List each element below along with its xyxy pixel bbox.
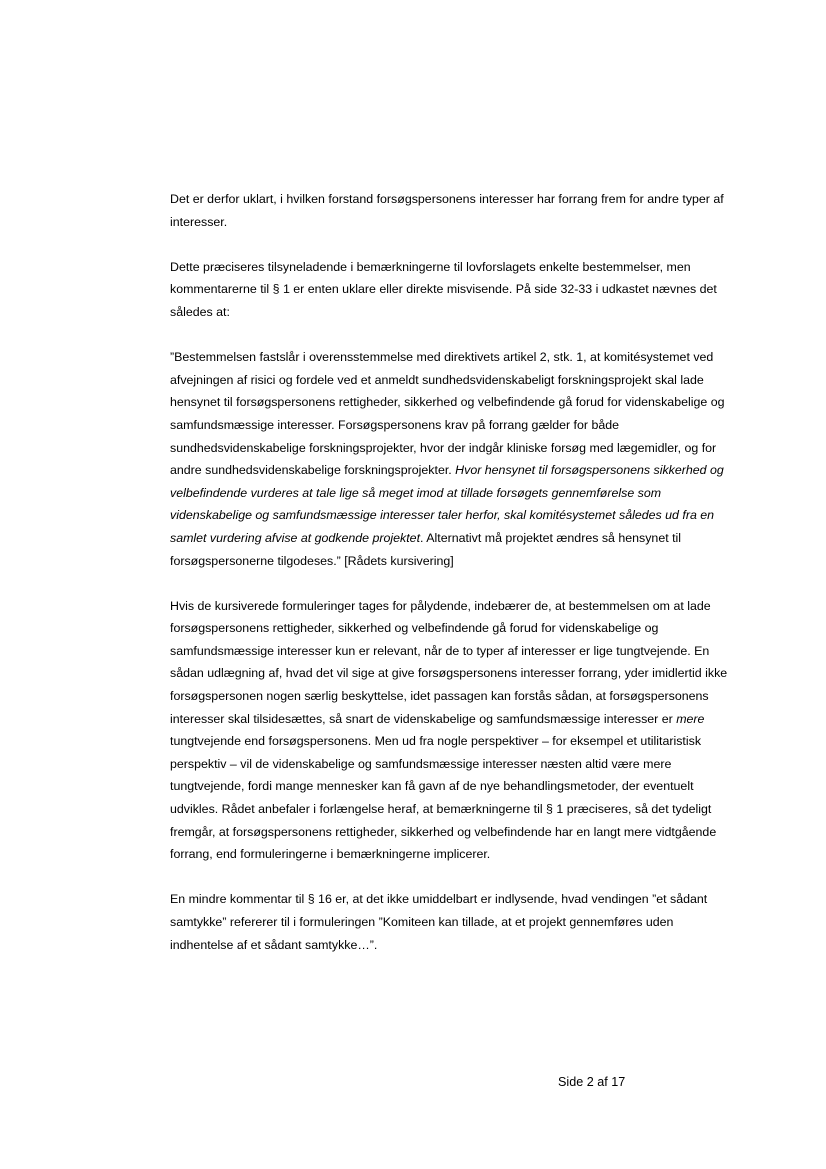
paragraph-1: Det er derfor uklart, i hvilken forstand forsøgspersonens interesser har forrang frem for andre typer af interesser. (170, 192, 724, 229)
quote-text-1: ”Bestemmelsen fastslår i overensstemmelse med direktivets artikel 2, stk. 1, at komitésystemet ved afvejningen af risici og fordele ved et anmeldt sundhedsvidenskabeligt forskningsprojekt skal lade hensynet til forsøgspersonens rettigheder, sikkerhed og velbefindende gå forud for videnskabelige og samfundsmæssige interesser. Forsøgspersonens krav på forrang gælder for både sundhedsvidenskabelige forskningsprojekter, hvor der indgår kliniske forsøg med lægemidler, og for andre sundhedsvidenskabelige forskningsprojekter. (170, 350, 725, 478)
paragraph-2: Dette præciseres tilsyneladende i bemærkningerne til lovforslagets enkelte bestemmelser, men kommentarerne til § 1 er enten uklare eller direkte misvisende. På side 32-33 i udkastet nævnes det således at: (170, 259, 717, 319)
page-number: Side 2 af 17 (558, 1075, 626, 1089)
paragraph-4-part-1: Hvis de kursiverede formuleringer tages for pålydende, indebærer de, at bestemmelsen om at lade forsøgspersonens rettigheder, sikkerhed og velbefindende gå forud for videnskabelige og samfundsmæssige interesser kun er relevant, når de to typer af interesser er lige tungtvejende. En sådan udlægning af, hvad det vil sige at give forsøgspersonens interesser forrang, yder imidlertid ikke forsøgspersonen nogen særlig beskyttelse, idet passagen kan forstås sådan, at forsøgspersonens interesser skal tilsidesættes, så snart de videnskabelige og samfundsmæssige interesser er (170, 598, 728, 726)
paragraph-4-italic: mere (676, 711, 705, 726)
body-text (170, 188, 730, 956)
paragraph-4-part-2: tungtvejende end forsøgspersonens. Men ud fra nogle perspektiver – for eksempel et utilitaristisk perspektiv – vil de videnskabelige og samfundsmæssige interesser næsten altid være mere tungtvejende, fordi mange mennesker kan få gavn af de nye behandlingsmetoder, der eventuelt udvikles. Rådet anbefaler i forlængelse heraf, at bemærkningerne til § 1 præciseres, så det tydeligt fremgår, at forsøgspersonens rettigheder, sikkerhed og velbefindende har en langt mere vidtgående forrang, end formuleringerne i bemærkningerne implicerer. (170, 734, 717, 862)
paragraph-4 (170, 595, 730, 866)
quote-italic-text: Hvor hensynet til forsøgspersonens sikkerhed og velbefindende vurderes at tale lige så meget imod at tillade forsøgets gennemførelse som videnskabelige og samfundsmæssige interesser taler herfor, skal komitésystemet således ud fra en samlet vurdering afvise at godkende projektet (170, 463, 724, 545)
quote-paragraph (170, 346, 730, 572)
quote-text-2: . Alternativt må projektet ændres så hensynet til forsøgspersonerne tilgodeses.” [Rådets kursivering] (170, 530, 682, 568)
paragraph-5: En mindre kommentar til § 16 er, at det ikke umiddelbart er indlysende, hvad vendingen ”et sådant samtykke” refererer til i formuleringen ”Komiteen kan tillade, at et projekt gennemføres uden indhentelse af et sådant samtykke…”. (170, 892, 708, 952)
